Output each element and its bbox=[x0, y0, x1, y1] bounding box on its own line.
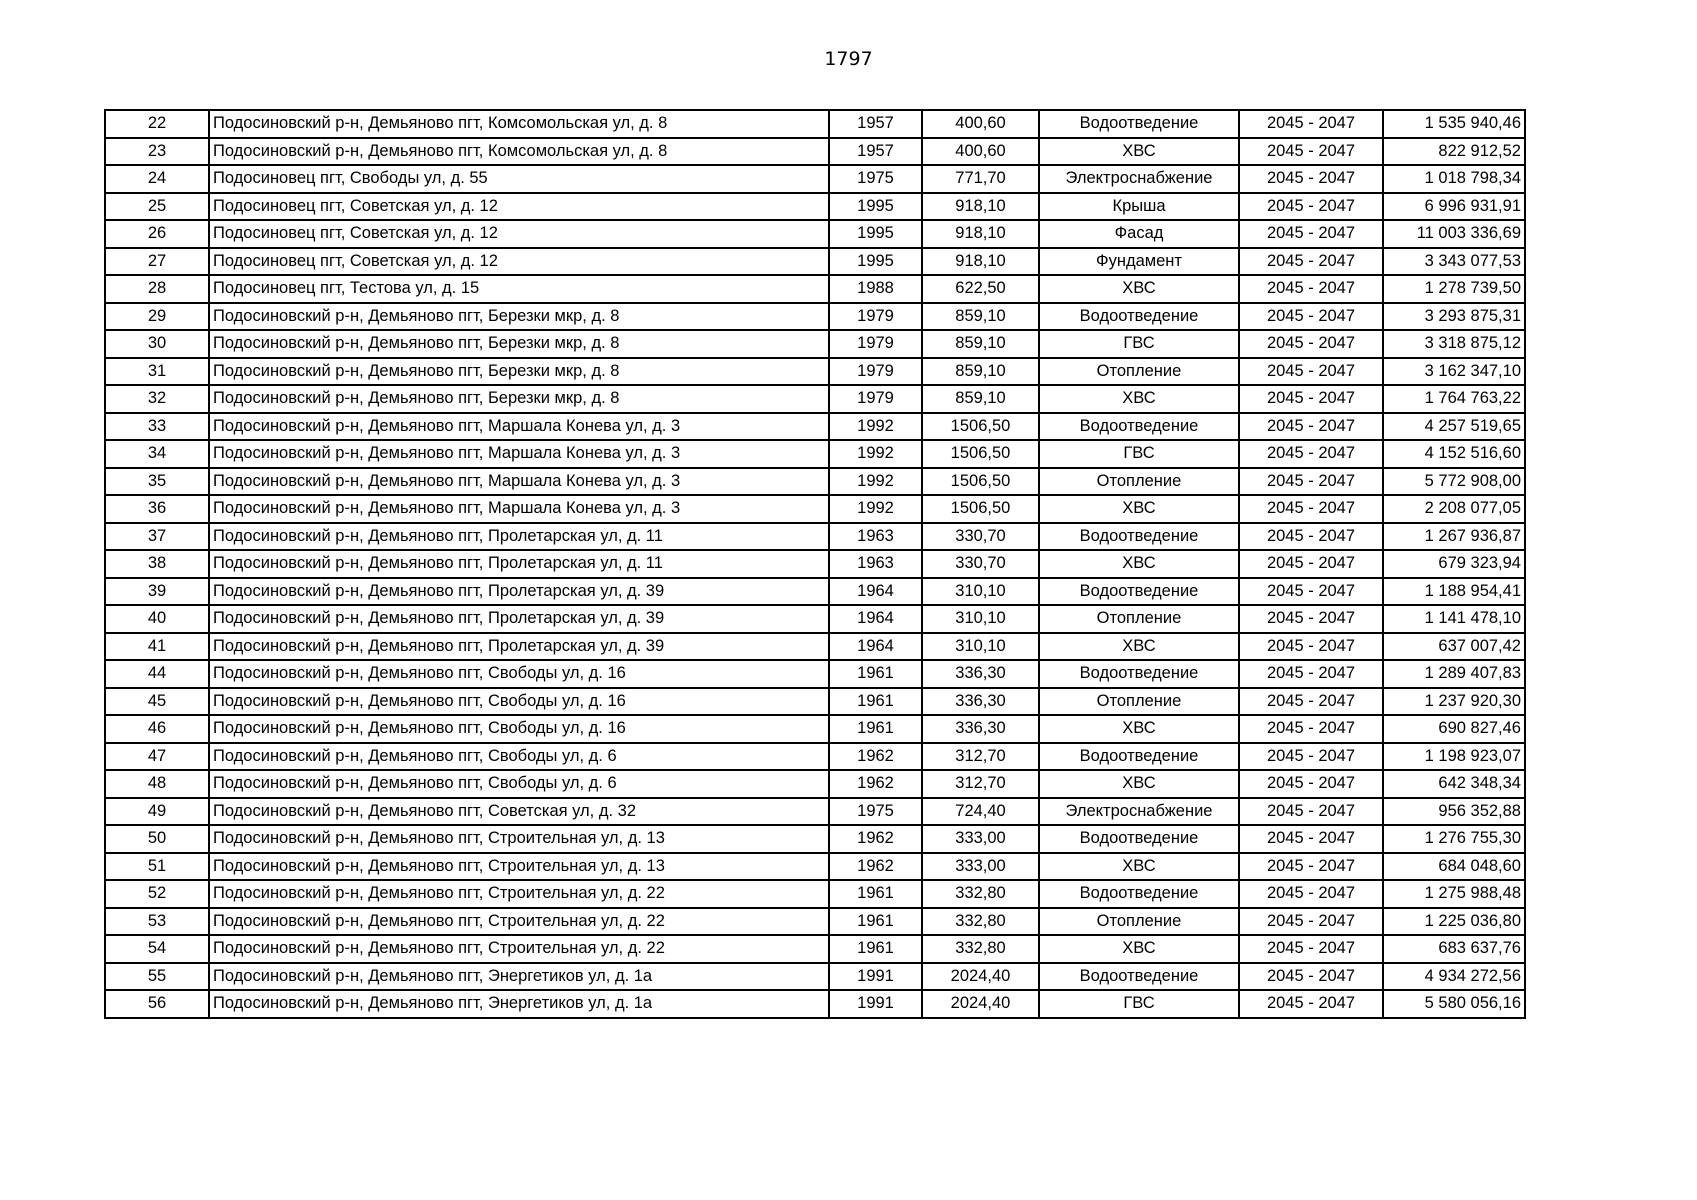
cost-cell: 5 580 056,16 bbox=[1383, 990, 1525, 1018]
area-cell: 918,10 bbox=[922, 220, 1039, 248]
area-cell: 859,10 bbox=[922, 330, 1039, 358]
period-cell: 2045 - 2047 bbox=[1239, 303, 1383, 331]
area-cell: 2024,40 bbox=[922, 990, 1039, 1018]
work-type-cell: ГВС bbox=[1039, 440, 1239, 468]
row-number-cell: 49 bbox=[105, 798, 209, 826]
area-cell: 332,80 bbox=[922, 935, 1039, 963]
area-cell: 771,70 bbox=[922, 165, 1039, 193]
address-cell: Подосиновский р-н, Демьяново пгт, Советская ул, д. 32 bbox=[209, 798, 829, 826]
area-cell: 724,40 bbox=[922, 798, 1039, 826]
period-cell: 2045 - 2047 bbox=[1239, 138, 1383, 166]
address-cell: Подосиновец пгт, Свободы ул, д. 55 bbox=[209, 165, 829, 193]
table-row bbox=[105, 165, 1525, 193]
area-cell: 310,10 bbox=[922, 633, 1039, 661]
period-cell: 2045 - 2047 bbox=[1239, 330, 1383, 358]
year-cell: 1961 bbox=[829, 688, 922, 716]
area-cell: 918,10 bbox=[922, 193, 1039, 221]
period-cell: 2045 - 2047 bbox=[1239, 413, 1383, 441]
table-row bbox=[105, 303, 1525, 331]
row-number-cell: 34 bbox=[105, 440, 209, 468]
table-row bbox=[105, 468, 1525, 496]
year-cell: 1962 bbox=[829, 853, 922, 881]
area-cell: 400,60 bbox=[922, 110, 1039, 138]
year-cell: 1992 bbox=[829, 440, 922, 468]
area-cell: 336,30 bbox=[922, 660, 1039, 688]
table-row bbox=[105, 495, 1525, 523]
work-type-cell: ХВС bbox=[1039, 715, 1239, 743]
work-type-cell: ХВС bbox=[1039, 275, 1239, 303]
address-cell: Подосиновский р-н, Демьяново пгт, Энергетиков ул, д. 1а bbox=[209, 990, 829, 1018]
period-cell: 2045 - 2047 bbox=[1239, 688, 1383, 716]
row-number-cell: 55 bbox=[105, 963, 209, 991]
table-row bbox=[105, 990, 1525, 1018]
year-cell: 1957 bbox=[829, 138, 922, 166]
cost-cell: 683 637,76 bbox=[1383, 935, 1525, 963]
period-cell: 2045 - 2047 bbox=[1239, 248, 1383, 276]
address-cell: Подосиновский р-н, Демьяново пгт, Комсомольская ул, д. 8 bbox=[209, 138, 829, 166]
year-cell: 1961 bbox=[829, 660, 922, 688]
area-cell: 400,60 bbox=[922, 138, 1039, 166]
address-cell: Подосиновский р-н, Демьяново пгт, Пролетарская ул, д. 11 bbox=[209, 523, 829, 551]
row-number-cell: 39 bbox=[105, 578, 209, 606]
cost-cell: 3 318 875,12 bbox=[1383, 330, 1525, 358]
year-cell: 1995 bbox=[829, 220, 922, 248]
area-cell: 312,70 bbox=[922, 743, 1039, 771]
work-type-cell: ХВС bbox=[1039, 770, 1239, 798]
period-cell: 2045 - 2047 bbox=[1239, 963, 1383, 991]
cost-cell: 1 267 936,87 bbox=[1383, 523, 1525, 551]
work-type-cell: Водоотведение bbox=[1039, 880, 1239, 908]
period-cell: 2045 - 2047 bbox=[1239, 880, 1383, 908]
table-row bbox=[105, 825, 1525, 853]
table-row bbox=[105, 605, 1525, 633]
cost-cell: 1 276 755,30 bbox=[1383, 825, 1525, 853]
cost-cell: 1 198 923,07 bbox=[1383, 743, 1525, 771]
row-number-cell: 36 bbox=[105, 495, 209, 523]
area-cell: 859,10 bbox=[922, 358, 1039, 386]
row-number-cell: 23 bbox=[105, 138, 209, 166]
year-cell: 1961 bbox=[829, 715, 922, 743]
period-cell: 2045 - 2047 bbox=[1239, 633, 1383, 661]
row-number-cell: 52 bbox=[105, 880, 209, 908]
year-cell: 1992 bbox=[829, 413, 922, 441]
cost-cell: 637 007,42 bbox=[1383, 633, 1525, 661]
address-cell: Подосиновский р-н, Демьяново пгт, Строительная ул, д. 22 bbox=[209, 908, 829, 936]
row-number-cell: 38 bbox=[105, 550, 209, 578]
period-cell: 2045 - 2047 bbox=[1239, 523, 1383, 551]
row-number-cell: 22 bbox=[105, 110, 209, 138]
address-cell: Подосиновец пгт, Тестова ул, д. 15 bbox=[209, 275, 829, 303]
year-cell: 1964 bbox=[829, 605, 922, 633]
cost-cell: 1 535 940,46 bbox=[1383, 110, 1525, 138]
address-cell: Подосиновский р-н, Демьяново пгт, Свободы ул, д. 6 bbox=[209, 770, 829, 798]
cost-cell: 3 343 077,53 bbox=[1383, 248, 1525, 276]
address-cell: Подосиновский р-н, Демьяново пгт, Пролетарская ул, д. 39 bbox=[209, 605, 829, 633]
row-number-cell: 35 bbox=[105, 468, 209, 496]
area-cell: 622,50 bbox=[922, 275, 1039, 303]
cost-cell: 642 348,34 bbox=[1383, 770, 1525, 798]
year-cell: 1995 bbox=[829, 193, 922, 221]
table-row bbox=[105, 275, 1525, 303]
work-type-cell: Водоотведение bbox=[1039, 963, 1239, 991]
year-cell: 1992 bbox=[829, 495, 922, 523]
address-cell: Подосиновец пгт, Советская ул, д. 12 bbox=[209, 220, 829, 248]
cost-cell: 11 003 336,69 bbox=[1383, 220, 1525, 248]
cost-cell: 3 162 347,10 bbox=[1383, 358, 1525, 386]
address-cell: Подосиновский р-н, Демьяново пгт, Строительная ул, д. 22 bbox=[209, 935, 829, 963]
table-row bbox=[105, 523, 1525, 551]
year-cell: 1979 bbox=[829, 303, 922, 331]
table-row bbox=[105, 660, 1525, 688]
cost-cell: 1 275 988,48 bbox=[1383, 880, 1525, 908]
address-cell: Подосиновский р-н, Демьяново пгт, Строительная ул, д. 13 bbox=[209, 825, 829, 853]
table-row bbox=[105, 385, 1525, 413]
year-cell: 1962 bbox=[829, 743, 922, 771]
area-cell: 1506,50 bbox=[922, 440, 1039, 468]
area-cell: 1506,50 bbox=[922, 468, 1039, 496]
work-type-cell: Крыша bbox=[1039, 193, 1239, 221]
row-number-cell: 50 bbox=[105, 825, 209, 853]
row-number-cell: 24 bbox=[105, 165, 209, 193]
period-cell: 2045 - 2047 bbox=[1239, 110, 1383, 138]
row-number-cell: 30 bbox=[105, 330, 209, 358]
address-cell: Подосиновский р-н, Демьяново пгт, Березки мкр, д. 8 bbox=[209, 385, 829, 413]
work-type-cell: Водоотведение bbox=[1039, 743, 1239, 771]
address-cell: Подосиновский р-н, Демьяново пгт, Пролетарская ул, д. 39 bbox=[209, 578, 829, 606]
row-number-cell: 26 bbox=[105, 220, 209, 248]
address-cell: Подосиновский р-н, Демьяново пгт, Маршала Конева ул, д. 3 bbox=[209, 468, 829, 496]
area-cell: 310,10 bbox=[922, 605, 1039, 633]
address-cell: Подосиновский р-н, Демьяново пгт, Пролетарская ул, д. 39 bbox=[209, 633, 829, 661]
area-cell: 859,10 bbox=[922, 303, 1039, 331]
address-cell: Подосиновский р-н, Демьяново пгт, Свободы ул, д. 6 bbox=[209, 743, 829, 771]
table-row bbox=[105, 633, 1525, 661]
year-cell: 1979 bbox=[829, 385, 922, 413]
period-cell: 2045 - 2047 bbox=[1239, 605, 1383, 633]
period-cell: 2045 - 2047 bbox=[1239, 825, 1383, 853]
period-cell: 2045 - 2047 bbox=[1239, 935, 1383, 963]
address-cell: Подосиновский р-н, Демьяново пгт, Маршала Конева ул, д. 3 bbox=[209, 413, 829, 441]
area-cell: 2024,40 bbox=[922, 963, 1039, 991]
table-row bbox=[105, 880, 1525, 908]
row-number-cell: 46 bbox=[105, 715, 209, 743]
cost-cell: 3 293 875,31 bbox=[1383, 303, 1525, 331]
work-type-cell: ХВС bbox=[1039, 385, 1239, 413]
row-number-cell: 53 bbox=[105, 908, 209, 936]
address-cell: Подосиновский р-н, Демьяново пгт, Свободы ул, д. 16 bbox=[209, 660, 829, 688]
year-cell: 1991 bbox=[829, 990, 922, 1018]
table-row bbox=[105, 550, 1525, 578]
cost-cell: 679 323,94 bbox=[1383, 550, 1525, 578]
period-cell: 2045 - 2047 bbox=[1239, 798, 1383, 826]
table-body bbox=[105, 110, 1525, 1018]
cost-cell: 956 352,88 bbox=[1383, 798, 1525, 826]
period-cell: 2045 - 2047 bbox=[1239, 220, 1383, 248]
table-row bbox=[105, 963, 1525, 991]
year-cell: 1991 bbox=[829, 963, 922, 991]
work-type-cell: Водоотведение bbox=[1039, 303, 1239, 331]
work-type-cell: ХВС bbox=[1039, 495, 1239, 523]
address-cell: Подосиновский р-н, Демьяново пгт, Строительная ул, д. 13 bbox=[209, 853, 829, 881]
row-number-cell: 40 bbox=[105, 605, 209, 633]
table-row bbox=[105, 110, 1525, 138]
table-row bbox=[105, 798, 1525, 826]
year-cell: 1963 bbox=[829, 523, 922, 551]
year-cell: 1962 bbox=[829, 825, 922, 853]
work-type-cell: Электроснабжение bbox=[1039, 798, 1239, 826]
repair-schedule-table bbox=[104, 109, 1526, 1019]
work-type-cell: ХВС bbox=[1039, 633, 1239, 661]
period-cell: 2045 - 2047 bbox=[1239, 990, 1383, 1018]
period-cell: 2045 - 2047 bbox=[1239, 468, 1383, 496]
address-cell: Подосиновский р-н, Демьяново пгт, Свободы ул, д. 16 bbox=[209, 688, 829, 716]
table-row bbox=[105, 248, 1525, 276]
table-row bbox=[105, 908, 1525, 936]
table-row bbox=[105, 440, 1525, 468]
work-type-cell: Отопление bbox=[1039, 908, 1239, 936]
year-cell: 1962 bbox=[829, 770, 922, 798]
area-cell: 332,80 bbox=[922, 908, 1039, 936]
year-cell: 1988 bbox=[829, 275, 922, 303]
cost-cell: 4 934 272,56 bbox=[1383, 963, 1525, 991]
cost-cell: 1 237 920,30 bbox=[1383, 688, 1525, 716]
address-cell: Подосиновский р-н, Демьяново пгт, Березки мкр, д. 8 bbox=[209, 303, 829, 331]
area-cell: 332,80 bbox=[922, 880, 1039, 908]
work-type-cell: ГВС bbox=[1039, 990, 1239, 1018]
period-cell: 2045 - 2047 bbox=[1239, 770, 1383, 798]
row-number-cell: 48 bbox=[105, 770, 209, 798]
table-row bbox=[105, 193, 1525, 221]
address-cell: Подосиновец пгт, Советская ул, д. 12 bbox=[209, 193, 829, 221]
year-cell: 1975 bbox=[829, 798, 922, 826]
work-type-cell: Фундамент bbox=[1039, 248, 1239, 276]
cost-cell: 1 278 739,50 bbox=[1383, 275, 1525, 303]
row-number-cell: 47 bbox=[105, 743, 209, 771]
row-number-cell: 45 bbox=[105, 688, 209, 716]
row-number-cell: 44 bbox=[105, 660, 209, 688]
work-type-cell: Отопление bbox=[1039, 605, 1239, 633]
period-cell: 2045 - 2047 bbox=[1239, 853, 1383, 881]
cost-cell: 4 257 519,65 bbox=[1383, 413, 1525, 441]
address-cell: Подосиновский р-н, Демьяново пгт, Свободы ул, д. 16 bbox=[209, 715, 829, 743]
table-row bbox=[105, 330, 1525, 358]
work-type-cell: Водоотведение bbox=[1039, 660, 1239, 688]
area-cell: 333,00 bbox=[922, 825, 1039, 853]
address-cell: Подосиновский р-н, Демьяново пгт, Комсомольская ул, д. 8 bbox=[209, 110, 829, 138]
table-row bbox=[105, 715, 1525, 743]
area-cell: 333,00 bbox=[922, 853, 1039, 881]
table-row bbox=[105, 743, 1525, 771]
area-cell: 330,70 bbox=[922, 523, 1039, 551]
work-type-cell: Отопление bbox=[1039, 688, 1239, 716]
period-cell: 2045 - 2047 bbox=[1239, 743, 1383, 771]
period-cell: 2045 - 2047 bbox=[1239, 578, 1383, 606]
area-cell: 1506,50 bbox=[922, 495, 1039, 523]
row-number-cell: 37 bbox=[105, 523, 209, 551]
cost-cell: 1 225 036,80 bbox=[1383, 908, 1525, 936]
period-cell: 2045 - 2047 bbox=[1239, 440, 1383, 468]
address-cell: Подосиновец пгт, Советская ул, д. 12 bbox=[209, 248, 829, 276]
area-cell: 859,10 bbox=[922, 385, 1039, 413]
area-cell: 336,30 bbox=[922, 715, 1039, 743]
work-type-cell: Водоотведение bbox=[1039, 523, 1239, 551]
year-cell: 1975 bbox=[829, 165, 922, 193]
area-cell: 310,10 bbox=[922, 578, 1039, 606]
work-type-cell: ХВС bbox=[1039, 853, 1239, 881]
cost-cell: 2 208 077,05 bbox=[1383, 495, 1525, 523]
year-cell: 1963 bbox=[829, 550, 922, 578]
table-row bbox=[105, 358, 1525, 386]
year-cell: 1957 bbox=[829, 110, 922, 138]
address-cell: Подосиновский р-н, Демьяново пгт, Строительная ул, д. 22 bbox=[209, 880, 829, 908]
work-type-cell: Отопление bbox=[1039, 468, 1239, 496]
cost-cell: 684 048,60 bbox=[1383, 853, 1525, 881]
cost-cell: 1 289 407,83 bbox=[1383, 660, 1525, 688]
period-cell: 2045 - 2047 bbox=[1239, 385, 1383, 413]
work-type-cell: ХВС bbox=[1039, 550, 1239, 578]
work-type-cell: Водоотведение bbox=[1039, 110, 1239, 138]
table-row bbox=[105, 688, 1525, 716]
period-cell: 2045 - 2047 bbox=[1239, 275, 1383, 303]
work-type-cell: ГВС bbox=[1039, 330, 1239, 358]
address-cell: Подосиновский р-н, Демьяново пгт, Березки мкр, д. 8 bbox=[209, 358, 829, 386]
row-number-cell: 32 bbox=[105, 385, 209, 413]
cost-cell: 690 827,46 bbox=[1383, 715, 1525, 743]
year-cell: 1979 bbox=[829, 358, 922, 386]
work-type-cell: ХВС bbox=[1039, 935, 1239, 963]
year-cell: 1964 bbox=[829, 633, 922, 661]
year-cell: 1992 bbox=[829, 468, 922, 496]
work-type-cell: Электроснабжение bbox=[1039, 165, 1239, 193]
table-row bbox=[105, 853, 1525, 881]
work-type-cell: Фасад bbox=[1039, 220, 1239, 248]
work-type-cell: Водоотведение bbox=[1039, 825, 1239, 853]
table-row bbox=[105, 138, 1525, 166]
row-number-cell: 33 bbox=[105, 413, 209, 441]
year-cell: 1979 bbox=[829, 330, 922, 358]
cost-cell: 6 996 931,91 bbox=[1383, 193, 1525, 221]
work-type-cell: Водоотведение bbox=[1039, 413, 1239, 441]
table-row bbox=[105, 935, 1525, 963]
address-cell: Подосиновский р-н, Демьяново пгт, Энергетиков ул, д. 1а bbox=[209, 963, 829, 991]
page-number: 1797 bbox=[824, 48, 873, 70]
row-number-cell: 28 bbox=[105, 275, 209, 303]
cost-cell: 4 152 516,60 bbox=[1383, 440, 1525, 468]
row-number-cell: 41 bbox=[105, 633, 209, 661]
row-number-cell: 54 bbox=[105, 935, 209, 963]
work-type-cell: Водоотведение bbox=[1039, 578, 1239, 606]
address-cell: Подосиновский р-н, Демьяново пгт, Березки мкр, д. 8 bbox=[209, 330, 829, 358]
area-cell: 1506,50 bbox=[922, 413, 1039, 441]
period-cell: 2045 - 2047 bbox=[1239, 495, 1383, 523]
row-number-cell: 31 bbox=[105, 358, 209, 386]
period-cell: 2045 - 2047 bbox=[1239, 358, 1383, 386]
cost-cell: 1 141 478,10 bbox=[1383, 605, 1525, 633]
cost-cell: 1 018 798,34 bbox=[1383, 165, 1525, 193]
period-cell: 2045 - 2047 bbox=[1239, 715, 1383, 743]
year-cell: 1961 bbox=[829, 935, 922, 963]
period-cell: 2045 - 2047 bbox=[1239, 165, 1383, 193]
row-number-cell: 51 bbox=[105, 853, 209, 881]
row-number-cell: 27 bbox=[105, 248, 209, 276]
row-number-cell: 25 bbox=[105, 193, 209, 221]
cost-cell: 1 188 954,41 bbox=[1383, 578, 1525, 606]
year-cell: 1961 bbox=[829, 908, 922, 936]
period-cell: 2045 - 2047 bbox=[1239, 193, 1383, 221]
row-number-cell: 56 bbox=[105, 990, 209, 1018]
year-cell: 1961 bbox=[829, 880, 922, 908]
table-row bbox=[105, 578, 1525, 606]
work-type-cell: ХВС bbox=[1039, 138, 1239, 166]
table-row bbox=[105, 770, 1525, 798]
area-cell: 918,10 bbox=[922, 248, 1039, 276]
cost-cell: 1 764 763,22 bbox=[1383, 385, 1525, 413]
table-row bbox=[105, 220, 1525, 248]
address-cell: Подосиновский р-н, Демьяново пгт, Маршала Конева ул, д. 3 bbox=[209, 440, 829, 468]
table-row bbox=[105, 413, 1525, 441]
year-cell: 1995 bbox=[829, 248, 922, 276]
period-cell: 2045 - 2047 bbox=[1239, 908, 1383, 936]
work-type-cell: Отопление bbox=[1039, 358, 1239, 386]
year-cell: 1964 bbox=[829, 578, 922, 606]
period-cell: 2045 - 2047 bbox=[1239, 550, 1383, 578]
area-cell: 336,30 bbox=[922, 688, 1039, 716]
row-number-cell: 29 bbox=[105, 303, 209, 331]
address-cell: Подосиновский р-н, Демьяново пгт, Пролетарская ул, д. 11 bbox=[209, 550, 829, 578]
address-cell: Подосиновский р-н, Демьяново пгт, Маршала Конева ул, д. 3 bbox=[209, 495, 829, 523]
area-cell: 330,70 bbox=[922, 550, 1039, 578]
period-cell: 2045 - 2047 bbox=[1239, 660, 1383, 688]
cost-cell: 822 912,52 bbox=[1383, 138, 1525, 166]
area-cell: 312,70 bbox=[922, 770, 1039, 798]
cost-cell: 5 772 908,00 bbox=[1383, 468, 1525, 496]
